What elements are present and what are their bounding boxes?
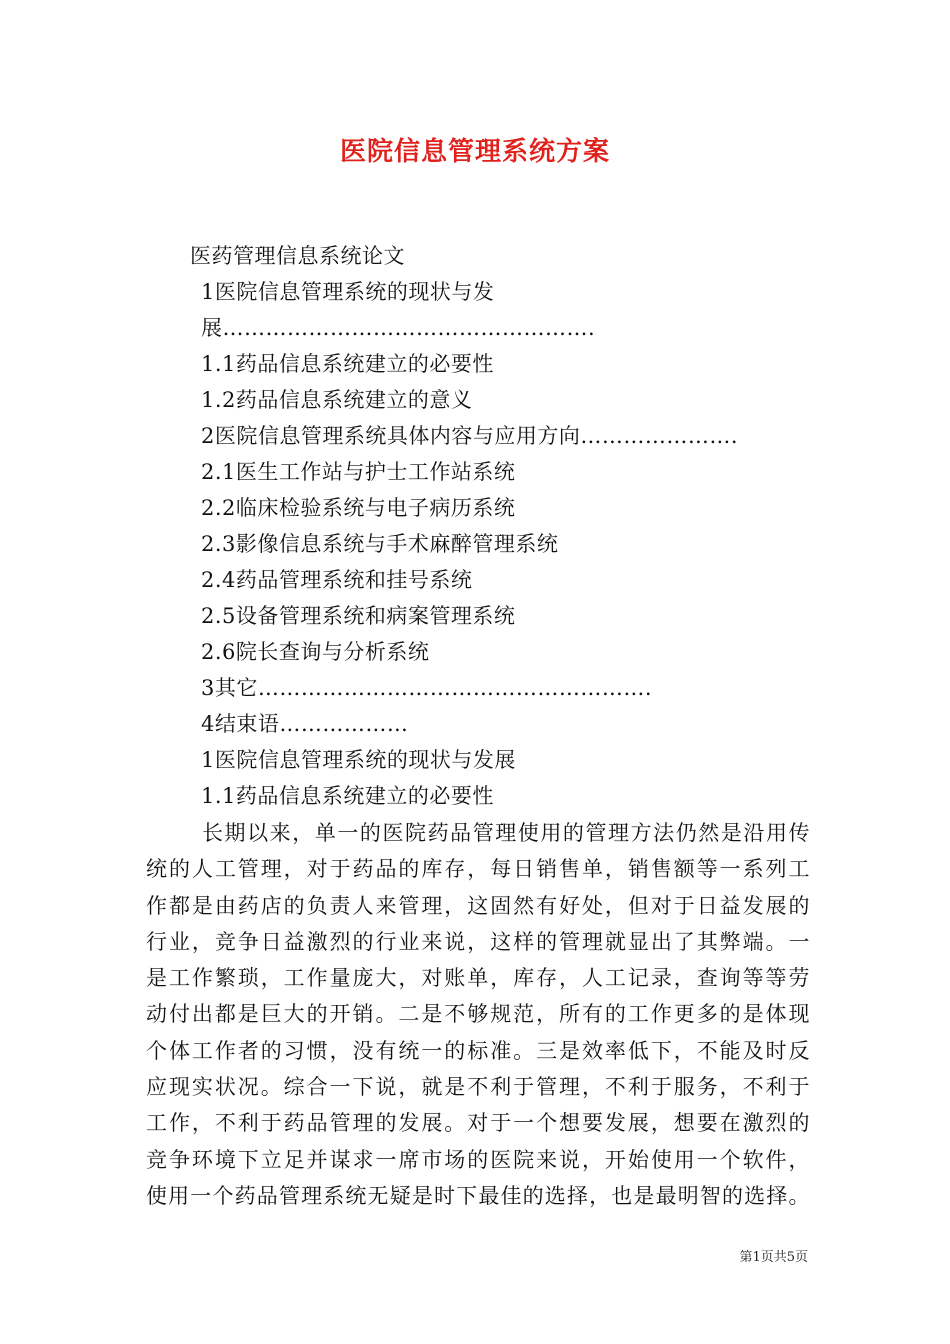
paragraph-line: 是工作繁琐，工作量庞大，对账单，库存，人工记录，查询等等劳 [146,966,810,991]
toc-line: 展……………………………………………. [201,316,596,340]
paragraph-line: 动付出都是巨大的开销。二是不够规范，所有的工作更多的是体现 [146,1002,810,1027]
toc-line: 2.5设备管理系统和病案管理系统 [201,604,516,628]
paragraph-line: 统的人工管理，对于药品的库存，每日销售单，销售额等一系列工 [146,857,810,882]
paragraph-line: 竞争环境下立足并谋求一席市场的医院来说，开始使用一个软件， [146,1147,810,1172]
toc-line: 2.3影像信息系统与手术麻醉管理系统 [201,532,559,556]
subsection-heading: 1.1药品信息系统建立的必要性 [201,784,494,808]
toc-line: 医药管理信息系统论文 [190,244,405,268]
paragraph-line: 行业，竞争日益激烈的行业来说，这样的管理就显出了其弊端。一 [146,929,810,954]
toc-line: 2.2临床检验系统与电子病历系统 [201,496,516,520]
paragraph-line: 个体工作者的习惯，没有统一的标准。三是效率低下，不能及时反 [146,1038,810,1063]
page-number-footer: 第1页共5页 [739,1250,808,1265]
toc-line: 2医院信息管理系统具体内容与应用方向…………………. [201,424,739,448]
toc-line: 1.2药品信息系统建立的意义 [201,388,473,412]
toc-line: 2.6院长查询与分析系统 [201,640,430,664]
paragraph-line: 工作，不利于药品管理的发展。对于一个想要发展，想要在激烈的 [146,1111,810,1136]
paragraph-line: 使用一个药品管理系统无疑是时下最佳的选择，也是最明智的选择。 [146,1183,810,1208]
paragraph-line: 长期以来，单一的医院药品管理使用的管理方法仍然是沿用传 [202,821,810,845]
toc-line: 1.1药品信息系统建立的必要性 [201,352,494,376]
toc-line: 2.1医生工作站与护士工作站系统 [201,460,516,484]
toc-line: 1医院信息管理系统的现状与发 [201,280,495,304]
toc-line: 4结束语……………… [201,712,409,736]
paragraph-line: 作都是由药店的负责人来管理，这固然有好处，但对于日益发展的 [146,893,810,918]
paragraph-line: 应现实状况。综合一下说，就是不利于管理，不利于服务，不利于 [146,1075,810,1100]
toc-line: 3其它………………………………………………. [201,676,653,700]
body-paragraph [146,815,810,1214]
section-heading: 1医院信息管理系统的现状与发展 [201,748,516,772]
toc-line: 2.4药品管理系统和挂号系统 [201,568,473,592]
page-title: 医院信息管理系统方案 [339,137,610,167]
